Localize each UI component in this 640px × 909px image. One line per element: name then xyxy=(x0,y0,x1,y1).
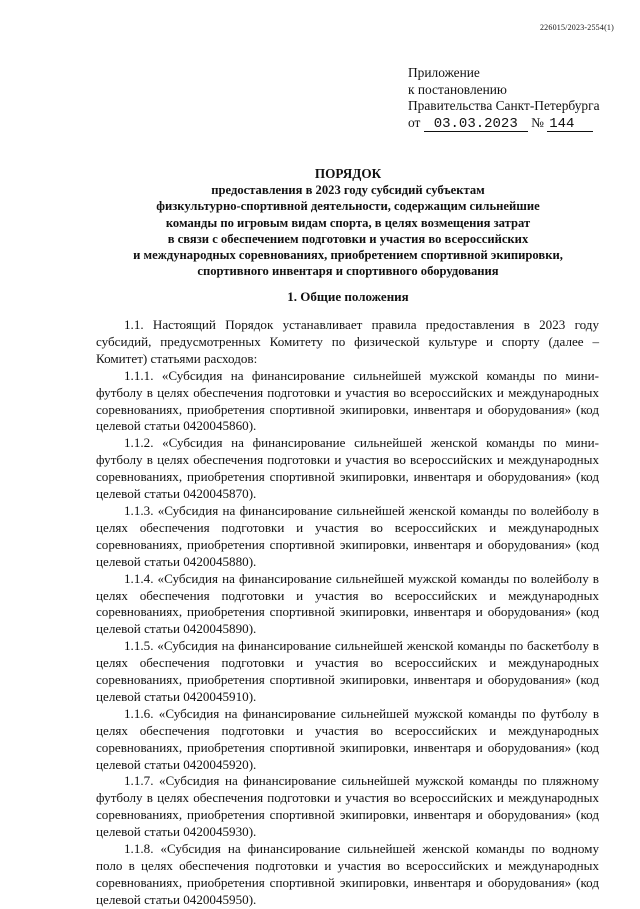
appendix-line-1: Приложение xyxy=(408,65,480,80)
paragraph-1-1-3: 1.1.3. «Субсидия на финансирование сильнейшей женской команды по волейболу в целях обеспечения подготовки и участия во всероссийских и международных соревнованиях, приобретения спортивной экипировки, инвентаря и оборудования» (код целевой статьи 0420045880). xyxy=(96,502,599,569)
resolution-number: 144 xyxy=(547,117,593,132)
paragraph-1-1-2: 1.1.2. «Субсидия на финансирование сильнейшей женской команды по мини-футболу в целях обеспечения подготовки и участия во всероссийских и международных соревнованиях, приобретения спортивной экипировки, инвентаря и оборудования» (код целевой статьи 0420045870). xyxy=(96,435,599,502)
appendix-line-3: Правительства Санкт-Петербурга xyxy=(408,98,600,113)
section-heading: 1. Общие положения xyxy=(287,289,409,304)
title-line-1: ПОРЯДОК xyxy=(314,166,382,181)
document-registration-number: 226015/2023-2554(1) xyxy=(539,23,614,32)
from-label: от xyxy=(408,114,421,130)
resolution-date: 03.03.2023 xyxy=(424,117,528,132)
paragraph-1-1-4: 1.1.4. «Субсидия на финансирование сильнейшей мужской команды по волейболу в целях обеспечения подготовки и участия во всероссийских и международных соревнованиях, приобретения спортивной экипировки, инвентаря и оборудования» (код целевой статьи 0420045890). xyxy=(96,570,599,637)
paragraph-1-1-7: 1.1.7. «Субсидия на финансирование сильнейшей мужской команды по пляжному футболу в целях обеспечения подготовки и участия во всероссийских и международных соревнованиях, приобретения спортивной экипировки, инвентаря и оборудования» (код целевой статьи 0420045930). xyxy=(96,773,599,840)
title-line-4: команды по игровым видам спорта, в целях возмещения затрат xyxy=(165,215,531,230)
paragraph-1-1: 1.1. Настоящий Порядок устанавливает правила предоставления в 2023 году субсидий, предусмотренных Комитету по физической культуре и спорту (далее – Комитет) статьями расходов: xyxy=(96,317,599,366)
paragraph-1-1-1: 1.1.1. «Субсидия на финансирование сильнейшей мужской команды по мини-футболу в целях обеспечения подготовки и участия во всероссийских и международных соревнованиях, приобретения спортивной экипировки, инвентаря и оборудования» (код целевой статьи 0420045860). xyxy=(96,367,599,434)
document-title xyxy=(96,166,600,279)
number-label: № xyxy=(531,114,544,130)
appendix-date-row xyxy=(408,115,600,132)
paragraph-1-1-8: 1.1.8. «Субсидия на финансирование сильнейшей женской команды по водному поло в целях обеспечения подготовки и участия во всероссийских и международных соревнованиях, приобретения спортивной экипировки, инвентаря и оборудования» (код целевой статьи 0420045950). xyxy=(96,841,599,907)
paragraph-1-1-5: 1.1.5. «Субсидия на финансирование сильнейшей женской команды по баскетболу в целях обеспечения подготовки и участия во всероссийских и международных соревнованиях, приобретения спортивной экипировки, инвентаря и оборудования» (код целевой статьи 0420045910). xyxy=(96,638,599,704)
title-line-2: предоставления в 2023 году субсидий субъектам xyxy=(211,183,485,198)
document-body xyxy=(96,317,599,909)
title-line-7: спортивного инвентаря и спортивного оборудования xyxy=(197,264,499,279)
title-line-3: физкультурно-спортивной деятельности, содержащим сильнейшие xyxy=(156,199,540,214)
title-line-6: и международных соревнованиях, приобретением спортивной экипировки, xyxy=(133,248,563,263)
paragraph-1-1-6: 1.1.6. «Субсидия на финансирование сильнейшей мужской команды по футболу в целях обеспечения подготовки и участия во всероссийских и международных соревнованиях, приобретения спортивной экипировки, инвентаря и оборудования» (код целевой статьи 0420045920). xyxy=(96,705,599,772)
appendix-block xyxy=(408,65,600,132)
appendix-line-2: к постановлению xyxy=(408,81,507,97)
title-line-5: в связи с обеспечением подготовки и участия во всероссийских xyxy=(167,231,529,246)
